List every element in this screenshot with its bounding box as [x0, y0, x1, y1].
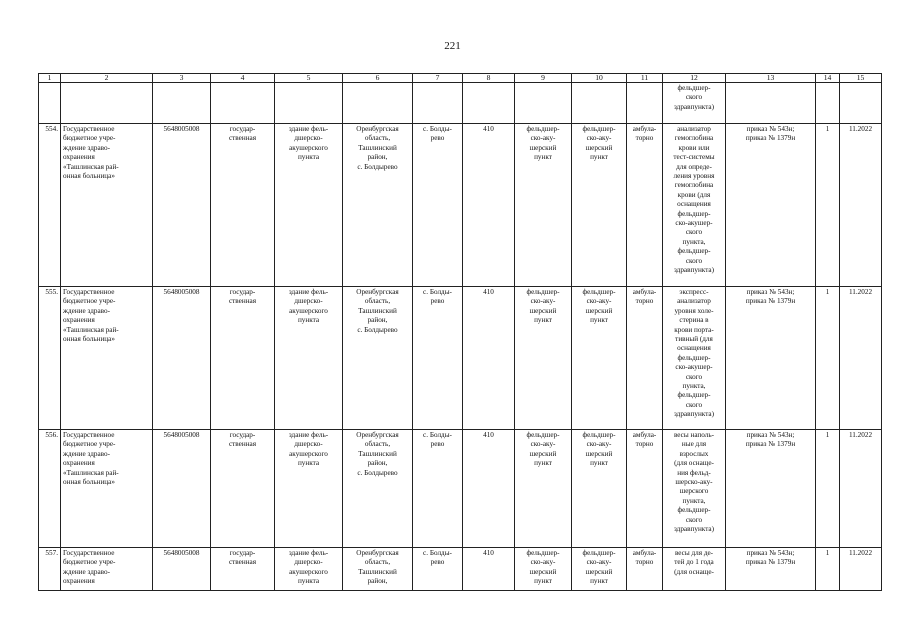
inn-cell: 5648005008: [153, 548, 211, 591]
order-cell: приказ № 543н; приказ № 1379н: [726, 548, 816, 591]
settlement-cell: с. Болды- рево: [413, 124, 463, 287]
settlement-cell: с. Болды- рево: [413, 430, 463, 548]
table-row: [39, 287, 882, 430]
building-cell: здание фель- дшерско- акушерского пункта: [275, 124, 343, 287]
ownership-cell: государ- ственная: [211, 287, 275, 430]
page-number: 221: [444, 40, 461, 52]
building-cell: здание фель- дшерско- акушерского пункта: [275, 287, 343, 430]
inn-cell: 5648005008: [153, 430, 211, 548]
column-number: 6: [343, 74, 413, 83]
code-cell: 410: [463, 124, 515, 287]
column-number: 14: [816, 74, 840, 83]
column-number: 4: [211, 74, 275, 83]
unit-cell: фельдшер- ско-аку- шерский пункт: [515, 430, 572, 548]
settlement-cell: с. Болды- рево: [413, 548, 463, 591]
continuation-row: [39, 83, 882, 124]
organization-cell: Государственное бюджетное учре- ждение здраво- охранения «Ташлинская рай- онная больница»: [61, 124, 153, 287]
equipment-cell: анализатор гемоглобина крови или тест-системы для опреде- ления уровня гемоглобина крови (для оснащения фельдшер- ско-акушер- ского пункта, фельдшер- ского здравпункта): [663, 124, 726, 287]
address-cell: Оренбургская область, Ташлинский район, с. Болдырево: [343, 430, 413, 548]
row-number-cell: 556.: [39, 430, 61, 548]
column-number: 10: [572, 74, 627, 83]
unit-cell: фельдшер- ско-аку- шерский пункт: [515, 287, 572, 430]
date-cell: 11.2022: [840, 430, 882, 548]
ownership-cell: государ- ственная: [211, 430, 275, 548]
order-cell: приказ № 543н; приказ № 1379н: [726, 124, 816, 287]
date-cell: 11.2022: [840, 287, 882, 430]
building-cell: здание фель- дшерско- акушерского пункта: [275, 430, 343, 548]
order-cell: приказ № 543н; приказ № 1379н: [726, 287, 816, 430]
date-cell: 11.2022: [840, 124, 882, 287]
equipment-cell: весы наполь- ные для взрослых (для оснаще- ния фельд- шерско-аку- шерского пункта, фельдшер- ского здравпункта): [663, 430, 726, 548]
column-number-header-row: [39, 74, 882, 83]
organization-cell: Государственное бюджетное учре- ждение здраво- охранения «Ташлинская рай- онная больница»: [61, 287, 153, 430]
address-cell: Оренбургская область, Ташлинский район,: [343, 548, 413, 591]
equipment-cell: экспресс- анализатор уровня холе- стерина в крови порта- тивный (для оснащения фельдшер- ско-акушер- ского пункта, фельдшер- ского здравпункта): [663, 287, 726, 430]
division-cell: фельдшер- ско-аку- шерский пункт: [572, 124, 627, 287]
address-cell: Оренбургская область, Ташлинский район, с. Болдырево: [343, 287, 413, 430]
division-cell: фельдшер- ско-аку- шерский пункт: [572, 430, 627, 548]
column-number: 11: [627, 74, 663, 83]
care-type-cell: амбула- торно: [627, 548, 663, 591]
row-number-cell: 557.: [39, 548, 61, 591]
quantity-cell: 1: [816, 430, 840, 548]
column-number: 5: [275, 74, 343, 83]
division-cell: фельдшер- ско-аку- шерский пункт: [572, 287, 627, 430]
quantity-cell: 1: [816, 548, 840, 591]
equipment-cell: весы для де- тей до 1 года (для оснаще-: [663, 548, 726, 591]
table-row: [39, 124, 882, 287]
column-number: 3: [153, 74, 211, 83]
code-cell: 410: [463, 430, 515, 548]
ownership-cell: государ- ственная: [211, 548, 275, 591]
order-cell: приказ № 543н; приказ № 1379н: [726, 430, 816, 548]
equipment-cell: фельдшер- ского здравпункта): [663, 83, 726, 124]
settlement-cell: с. Болды- рево: [413, 287, 463, 430]
division-cell: фельдшер- ско-аку- шерский пункт: [572, 548, 627, 591]
column-number: 2: [61, 74, 153, 83]
column-number: 8: [463, 74, 515, 83]
unit-cell: фельдшер- ско-аку- шерский пункт: [515, 548, 572, 591]
quantity-cell: 1: [816, 287, 840, 430]
organization-cell: Государственное бюджетное учре- ждение здраво- охранения: [61, 548, 153, 591]
organization-cell: Государственное бюджетное учре- ждение здраво- охранения «Ташлинская рай- онная больница»: [61, 430, 153, 548]
column-number: 9: [515, 74, 572, 83]
care-type-cell: амбула- торно: [627, 287, 663, 430]
inn-cell: 5648005008: [153, 124, 211, 287]
table-row: [39, 430, 882, 548]
address-cell: Оренбургская область, Ташлинский район, с. Болдырево: [343, 124, 413, 287]
column-number: 12: [663, 74, 726, 83]
register-table: [38, 73, 882, 591]
building-cell: здание фель- дшерско- акушерского пункта: [275, 548, 343, 591]
column-number: 1: [39, 74, 61, 83]
row-number-cell: 555.: [39, 287, 61, 430]
unit-cell: фельдшер- ско-аку- шерский пункт: [515, 124, 572, 287]
inn-cell: 5648005008: [153, 287, 211, 430]
care-type-cell: амбула- торно: [627, 124, 663, 287]
code-cell: 410: [463, 548, 515, 591]
column-number: 13: [726, 74, 816, 83]
table-row: [39, 548, 882, 591]
column-number: 15: [840, 74, 882, 83]
care-type-cell: амбула- торно: [627, 430, 663, 548]
quantity-cell: 1: [816, 124, 840, 287]
code-cell: 410: [463, 287, 515, 430]
date-cell: 11.2022: [840, 548, 882, 591]
row-number-cell: 554.: [39, 124, 61, 287]
ownership-cell: государ- ственная: [211, 124, 275, 287]
column-number: 7: [413, 74, 463, 83]
